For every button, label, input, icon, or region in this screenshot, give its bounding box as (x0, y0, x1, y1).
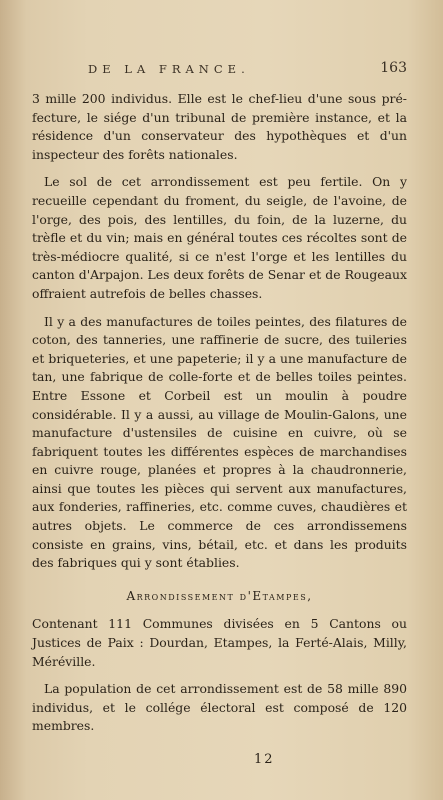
page-number: 163 (380, 60, 407, 76)
page-body (32, 90, 407, 745)
section-heading: Arrondissement d'Etampes, (126, 588, 313, 603)
page-header (48, 62, 407, 84)
printer-signature-mark: 12 (254, 752, 275, 767)
running-title: DE LA FRANCE. (88, 62, 250, 76)
paragraph-2: Le sol de cet arrondissement est peu fertile. On y recueille cependant du froment, du seigle, de l'avoine, de l'orge, des pois, des lentilles, du foin, de la luzerne, du trèfle et du vin; mais en général toutes ces récoltes sont de très-médiocre qualité, si ce n'est l'orge et les lentilles du canton d'Arpajon. Les deux forêts de Senar et de Rougeaux offraient autrefois de belles chasses. (32, 174, 407, 301)
section-paragraph-2: La population de cet arrondissement est de 58 mille 890 individus, et le collége électoral est composé de 120 membres. (32, 681, 407, 734)
paragraph-1: 3 mille 200 individus. Elle est le chef-lieu d'une sous pré- fecture, le siége d'un tribunal de première instance, et la résidence d'un conservateur des hypothèques et d'un inspecteur des forêts nationales. (32, 91, 407, 162)
section-paragraph-1: Contenant 111 Communes divisées en 5 Cantons ou Justices de Paix : Dourdan, Etampes, la Ferté-Alais, Milly, Méréville. (32, 616, 407, 669)
paragraph-3: Il y a des manufactures de toiles peintes, des filatures de coton, des tanneries, une raffinerie de sucre, des tuileries et briqueteries, et une papeterie; il y a une manufacture de tan, une fabrique de colle-forte et de belles toiles peintes. Entre Essone et Corbeil est un moulin à poudre considérable. Il y a aussi, au village de Moulin-Galons, une manufacture d'ustensiles de cuisine en cuivre, où se fabriquent toutes les différentes espèces de marchandises en cuivre rouge, planées et propres à la chaudronnerie, ainsi que toutes les pièces qui servent aux manufactures, aux fonderies, raffineries, etc. comme cuves, chaudières et autres objets. Le commerce de ces arrondissemens consiste en grains, vins, bétail, etc. et dans les produits des fabriques qui y sont établies. (32, 313, 407, 571)
